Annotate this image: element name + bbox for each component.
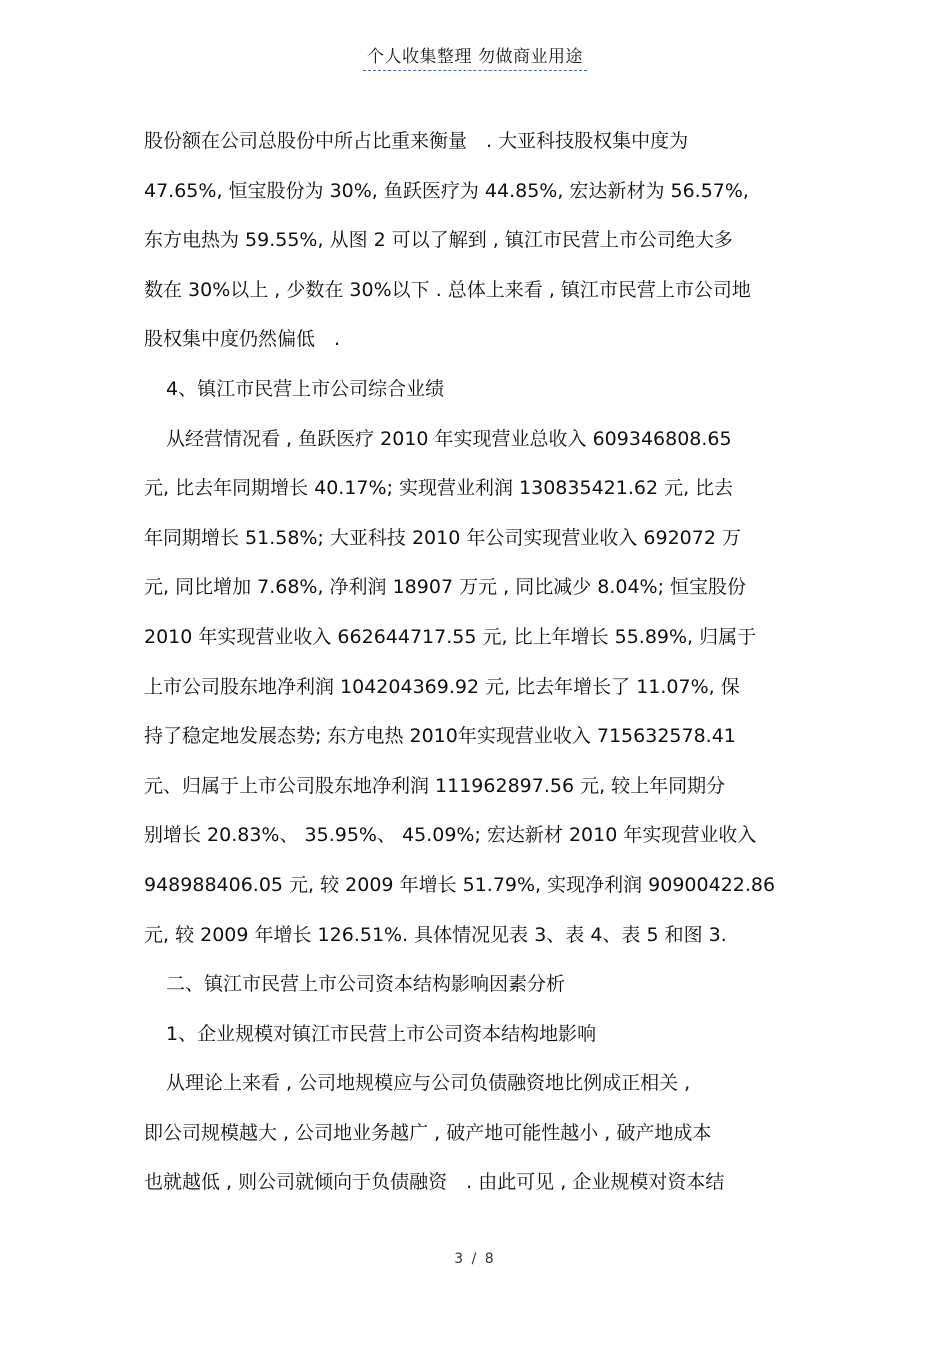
document-body <box>144 121 804 1212</box>
text-line: 元, 同比增加 7.68%, 净利润 18907 万元 , 同比减少 8.04%; 恒宝股份 <box>144 576 747 599</box>
text-line: 上市公司股东地净利润 104204369.92 元, 比去年增长了 11.07%, 保 <box>144 675 740 698</box>
header-watermark-text: 个人收集整理 勿做商业用途 <box>363 42 587 71</box>
text-line: 元, 较 2009 年增长 126.51%. 具体情况见表 3、表 4、表 5 和图 3. <box>144 923 727 946</box>
text-line: 4、镇江市民营上市公司综合业绩 <box>166 377 445 400</box>
page-header <box>0 42 950 71</box>
text-line: 2010 年实现营业收入 662644717.55 元, 比上年增长 55.89%, 归属于 <box>144 625 757 648</box>
text-line: 元、归属于上市公司股东地净利润 111962897.56 元, 较上年同期分 <box>144 774 726 797</box>
text-line: 元, 比去年同期增长 40.17%; 实现营业利润 130835421.62 元, 比去 <box>144 477 734 500</box>
text-line: 也就越低 , 则公司就倾向于负债融资 . 由此可见 , 企业规模对资本结 <box>144 1171 725 1194</box>
text-line: 二、镇江市民营上市公司资本结构影响因素分析 <box>166 973 566 996</box>
page-number: 3 / 8 <box>454 1251 496 1267</box>
text-line: 股份额在公司总股份中所占比重来衡量 . 大亚科技股权集中度为 <box>144 130 689 152</box>
text-line: 年同期增长 51.58%; 大亚科技 2010 年公司实现营业收入 692072 万 <box>144 526 741 549</box>
text-line: 948988406.05 元, 较 2009 年增长 51.79%, 实现净利润 90900422.86 <box>144 873 776 896</box>
text-line: 持了稳定地发展态势; 东方电热 2010年实现营业收入 715632578.41 <box>144 725 736 748</box>
text-line: 数在 30%以上 , 少数在 30%以下 . 总体上来看 , 镇江市民营上市公司地 <box>144 278 751 301</box>
text-line: 别增长 20.83%、 35.95%、 45.09%; 宏达新材 2010 年实现营业收入 <box>144 824 757 847</box>
text-line: 从理论上来看 , 公司地规模应与公司负债融资地比例成正相关 , <box>166 1072 691 1095</box>
text-line: 47.65%, 恒宝股份为 30%, 鱼跃医疗为 44.85%, 宏达新材为 56.57%, <box>144 179 749 202</box>
text-line: 从经营情况看 , 鱼跃医疗 2010 年实现营业总收入 609346808.65 <box>166 427 732 450</box>
text-line: 股权集中度仍然偏低 . <box>144 328 341 351</box>
text-line: 1、企业规模对镇江市民营上市公司资本结构地影响 <box>166 1022 597 1045</box>
text-line: 东方电热为 59.55%, 从图 2 可以了解到 , 镇江市民营上市公司绝大多 <box>144 229 733 252</box>
text-line: 即公司规模越大 , 公司地业务越广 , 破产地可能性越小 , 破产地成本 <box>144 1121 712 1144</box>
